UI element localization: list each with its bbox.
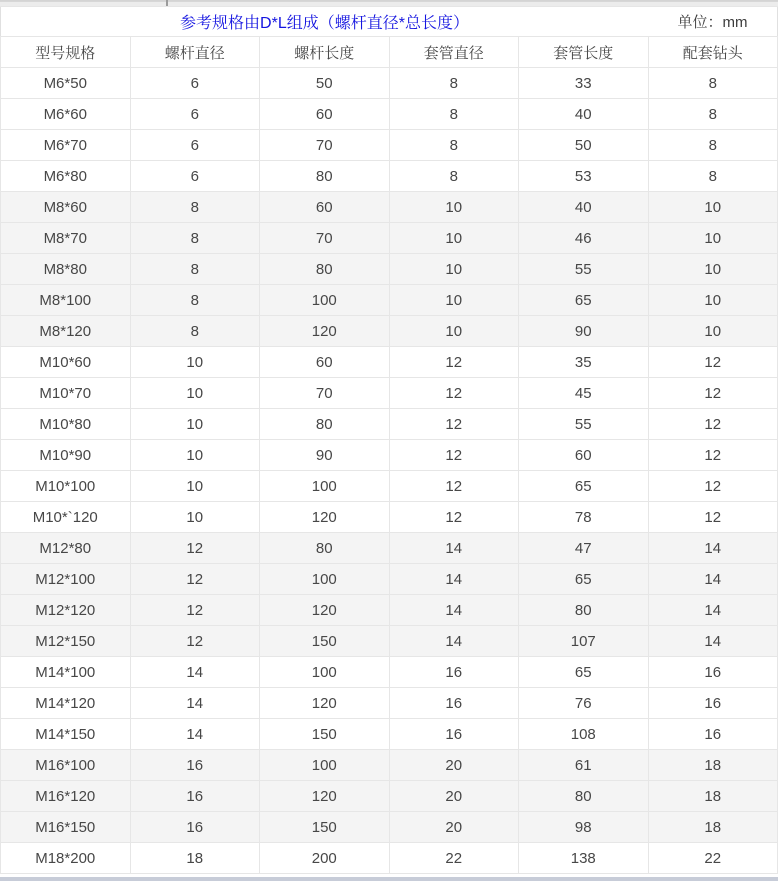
value-cell: 47 xyxy=(519,533,649,564)
table-row-M12*150 xyxy=(1,626,778,657)
value-cell: 80 xyxy=(519,595,649,626)
value-cell: 14 xyxy=(648,626,778,657)
table-title: 参考规格由D*L组成（螺杆直径*总长度） xyxy=(1,7,649,37)
model-cell: M10*100 xyxy=(1,471,131,502)
value-cell: 12 xyxy=(648,471,778,502)
value-cell: 90 xyxy=(260,440,390,471)
value-cell: 80 xyxy=(260,161,390,192)
value-cell: 8 xyxy=(130,316,260,347)
value-cell: 8 xyxy=(648,130,778,161)
value-cell: 12 xyxy=(130,626,260,657)
model-cell: M14*120 xyxy=(1,688,131,719)
value-cell: 53 xyxy=(519,161,649,192)
table-row-M12*80 xyxy=(1,533,778,564)
value-cell: 10 xyxy=(648,254,778,285)
value-cell: 100 xyxy=(260,657,390,688)
column-header-1: 螺杆直径 xyxy=(130,37,260,68)
value-cell: 12 xyxy=(389,347,519,378)
value-cell: 10 xyxy=(130,502,260,533)
value-cell: 14 xyxy=(130,657,260,688)
value-cell: 6 xyxy=(130,130,260,161)
top-window-edge xyxy=(0,0,778,6)
value-cell: 65 xyxy=(519,471,649,502)
value-cell: 14 xyxy=(389,533,519,564)
value-cell: 10 xyxy=(130,471,260,502)
value-cell: 8 xyxy=(130,285,260,316)
value-cell: 108 xyxy=(519,719,649,750)
table-row-M6*50 xyxy=(1,68,778,99)
table-row-M10*`120 xyxy=(1,502,778,533)
value-cell: 55 xyxy=(519,254,649,285)
value-cell: 16 xyxy=(130,750,260,781)
value-cell: 10 xyxy=(648,285,778,316)
value-cell: 16 xyxy=(389,657,519,688)
table-row-M10*90 xyxy=(1,440,778,471)
value-cell: 8 xyxy=(130,223,260,254)
value-cell: 55 xyxy=(519,409,649,440)
table-row-M14*100 xyxy=(1,657,778,688)
value-cell: 80 xyxy=(260,533,390,564)
value-cell: 18 xyxy=(648,781,778,812)
value-cell: 10 xyxy=(648,192,778,223)
table-row-M12*120 xyxy=(1,595,778,626)
table-header-row xyxy=(1,37,778,68)
value-cell: 65 xyxy=(519,285,649,316)
value-cell: 200 xyxy=(260,843,390,874)
value-cell: 20 xyxy=(389,781,519,812)
table-row-M14*150 xyxy=(1,719,778,750)
column-header-5: 配套钻头 xyxy=(648,37,778,68)
table-title-row xyxy=(1,7,778,37)
value-cell: 18 xyxy=(648,812,778,843)
value-cell: 8 xyxy=(389,68,519,99)
model-cell: M12*150 xyxy=(1,626,131,657)
value-cell: 16 xyxy=(648,719,778,750)
value-cell: 60 xyxy=(260,347,390,378)
table-row-M6*70 xyxy=(1,130,778,161)
value-cell: 100 xyxy=(260,564,390,595)
value-cell: 40 xyxy=(519,99,649,130)
value-cell: 61 xyxy=(519,750,649,781)
spec-table xyxy=(0,6,778,874)
table-row-M10*70 xyxy=(1,378,778,409)
value-cell: 14 xyxy=(389,626,519,657)
value-cell: 16 xyxy=(648,688,778,719)
value-cell: 10 xyxy=(648,316,778,347)
value-cell: 10 xyxy=(389,285,519,316)
value-cell: 138 xyxy=(519,843,649,874)
model-cell: M8*60 xyxy=(1,192,131,223)
value-cell: 16 xyxy=(389,719,519,750)
value-cell: 120 xyxy=(260,502,390,533)
value-cell: 8 xyxy=(389,130,519,161)
value-cell: 8 xyxy=(389,99,519,130)
value-cell: 8 xyxy=(648,161,778,192)
table-row-M10*100 xyxy=(1,471,778,502)
model-cell: M8*100 xyxy=(1,285,131,316)
model-cell: M14*100 xyxy=(1,657,131,688)
value-cell: 12 xyxy=(130,564,260,595)
value-cell: 8 xyxy=(389,161,519,192)
model-cell: M6*80 xyxy=(1,161,131,192)
value-cell: 18 xyxy=(648,750,778,781)
value-cell: 22 xyxy=(648,843,778,874)
model-cell: M12*100 xyxy=(1,564,131,595)
value-cell: 33 xyxy=(519,68,649,99)
value-cell: 10 xyxy=(389,316,519,347)
value-cell: 10 xyxy=(389,254,519,285)
value-cell: 98 xyxy=(519,812,649,843)
model-cell: M6*50 xyxy=(1,68,131,99)
model-cell: M6*60 xyxy=(1,99,131,130)
model-cell: M10*70 xyxy=(1,378,131,409)
value-cell: 150 xyxy=(260,626,390,657)
value-cell: 12 xyxy=(648,347,778,378)
table-row-M10*80 xyxy=(1,409,778,440)
value-cell: 90 xyxy=(519,316,649,347)
model-cell: M8*80 xyxy=(1,254,131,285)
value-cell: 12 xyxy=(648,440,778,471)
value-cell: 18 xyxy=(130,843,260,874)
value-cell: 70 xyxy=(260,130,390,161)
value-cell: 120 xyxy=(260,316,390,347)
value-cell: 70 xyxy=(260,223,390,254)
value-cell: 10 xyxy=(648,223,778,254)
value-cell: 100 xyxy=(260,471,390,502)
value-cell: 40 xyxy=(519,192,649,223)
value-cell: 10 xyxy=(130,440,260,471)
value-cell: 16 xyxy=(130,812,260,843)
value-cell: 12 xyxy=(130,595,260,626)
value-cell: 107 xyxy=(519,626,649,657)
model-cell: M14*150 xyxy=(1,719,131,750)
value-cell: 70 xyxy=(260,378,390,409)
value-cell: 76 xyxy=(519,688,649,719)
model-cell: M16*150 xyxy=(1,812,131,843)
value-cell: 45 xyxy=(519,378,649,409)
model-cell: M6*70 xyxy=(1,130,131,161)
table-row-M8*100 xyxy=(1,285,778,316)
model-cell: M8*70 xyxy=(1,223,131,254)
table-row-M6*80 xyxy=(1,161,778,192)
value-cell: 14 xyxy=(389,564,519,595)
table-row-M8*60 xyxy=(1,192,778,223)
value-cell: 14 xyxy=(389,595,519,626)
value-cell: 6 xyxy=(130,161,260,192)
model-cell: M16*100 xyxy=(1,750,131,781)
model-cell: M10*`120 xyxy=(1,502,131,533)
table-row-M8*120 xyxy=(1,316,778,347)
model-cell: M12*120 xyxy=(1,595,131,626)
unit-label: 单位：mm xyxy=(648,7,778,37)
value-cell: 6 xyxy=(130,99,260,130)
model-cell: M10*90 xyxy=(1,440,131,471)
value-cell: 150 xyxy=(260,719,390,750)
value-cell: 10 xyxy=(130,347,260,378)
value-cell: 12 xyxy=(648,378,778,409)
value-cell: 100 xyxy=(260,285,390,316)
value-cell: 6 xyxy=(130,68,260,99)
value-cell: 16 xyxy=(130,781,260,812)
value-cell: 14 xyxy=(130,688,260,719)
value-cell: 14 xyxy=(130,719,260,750)
value-cell: 14 xyxy=(648,564,778,595)
value-cell: 120 xyxy=(260,688,390,719)
value-cell: 10 xyxy=(130,409,260,440)
value-cell: 50 xyxy=(519,130,649,161)
table-row-M16*100 xyxy=(1,750,778,781)
value-cell: 80 xyxy=(519,781,649,812)
table-row-M14*120 xyxy=(1,688,778,719)
value-cell: 12 xyxy=(389,378,519,409)
value-cell: 8 xyxy=(648,99,778,130)
value-cell: 65 xyxy=(519,564,649,595)
value-cell: 20 xyxy=(389,750,519,781)
value-cell: 12 xyxy=(389,409,519,440)
model-cell: M10*80 xyxy=(1,409,131,440)
value-cell: 120 xyxy=(260,781,390,812)
value-cell: 12 xyxy=(648,409,778,440)
value-cell: 12 xyxy=(389,440,519,471)
horizontal-scrollbar-track[interactable] xyxy=(0,877,778,881)
value-cell: 60 xyxy=(260,99,390,130)
value-cell: 78 xyxy=(519,502,649,533)
value-cell: 10 xyxy=(389,223,519,254)
table-row-M16*120 xyxy=(1,781,778,812)
value-cell: 35 xyxy=(519,347,649,378)
column-header-0: 型号规格 xyxy=(1,37,131,68)
table-row-M18*200 xyxy=(1,843,778,874)
value-cell: 10 xyxy=(130,378,260,409)
table-row-M12*100 xyxy=(1,564,778,595)
value-cell: 16 xyxy=(389,688,519,719)
value-cell: 60 xyxy=(260,192,390,223)
value-cell: 150 xyxy=(260,812,390,843)
table-row-M6*60 xyxy=(1,99,778,130)
column-header-4: 套管长度 xyxy=(519,37,649,68)
value-cell: 22 xyxy=(389,843,519,874)
table-row-M16*150 xyxy=(1,812,778,843)
value-cell: 14 xyxy=(648,533,778,564)
model-cell: M18*200 xyxy=(1,843,131,874)
top-edge-tick xyxy=(166,0,168,6)
table-row-M8*80 xyxy=(1,254,778,285)
value-cell: 12 xyxy=(389,502,519,533)
value-cell: 8 xyxy=(648,68,778,99)
value-cell: 8 xyxy=(130,254,260,285)
value-cell: 8 xyxy=(130,192,260,223)
value-cell: 50 xyxy=(260,68,390,99)
value-cell: 10 xyxy=(389,192,519,223)
value-cell: 20 xyxy=(389,812,519,843)
value-cell: 120 xyxy=(260,595,390,626)
value-cell: 46 xyxy=(519,223,649,254)
model-cell: M16*120 xyxy=(1,781,131,812)
table-row-M10*60 xyxy=(1,347,778,378)
value-cell: 12 xyxy=(130,533,260,564)
value-cell: 14 xyxy=(648,595,778,626)
value-cell: 65 xyxy=(519,657,649,688)
value-cell: 12 xyxy=(648,502,778,533)
model-cell: M8*120 xyxy=(1,316,131,347)
value-cell: 60 xyxy=(519,440,649,471)
value-cell: 12 xyxy=(389,471,519,502)
column-header-2: 螺杆长度 xyxy=(260,37,390,68)
model-cell: M10*60 xyxy=(1,347,131,378)
value-cell: 80 xyxy=(260,409,390,440)
table-row-M8*70 xyxy=(1,223,778,254)
value-cell: 16 xyxy=(648,657,778,688)
value-cell: 80 xyxy=(260,254,390,285)
model-cell: M12*80 xyxy=(1,533,131,564)
column-header-3: 套管直径 xyxy=(389,37,519,68)
value-cell: 100 xyxy=(260,750,390,781)
